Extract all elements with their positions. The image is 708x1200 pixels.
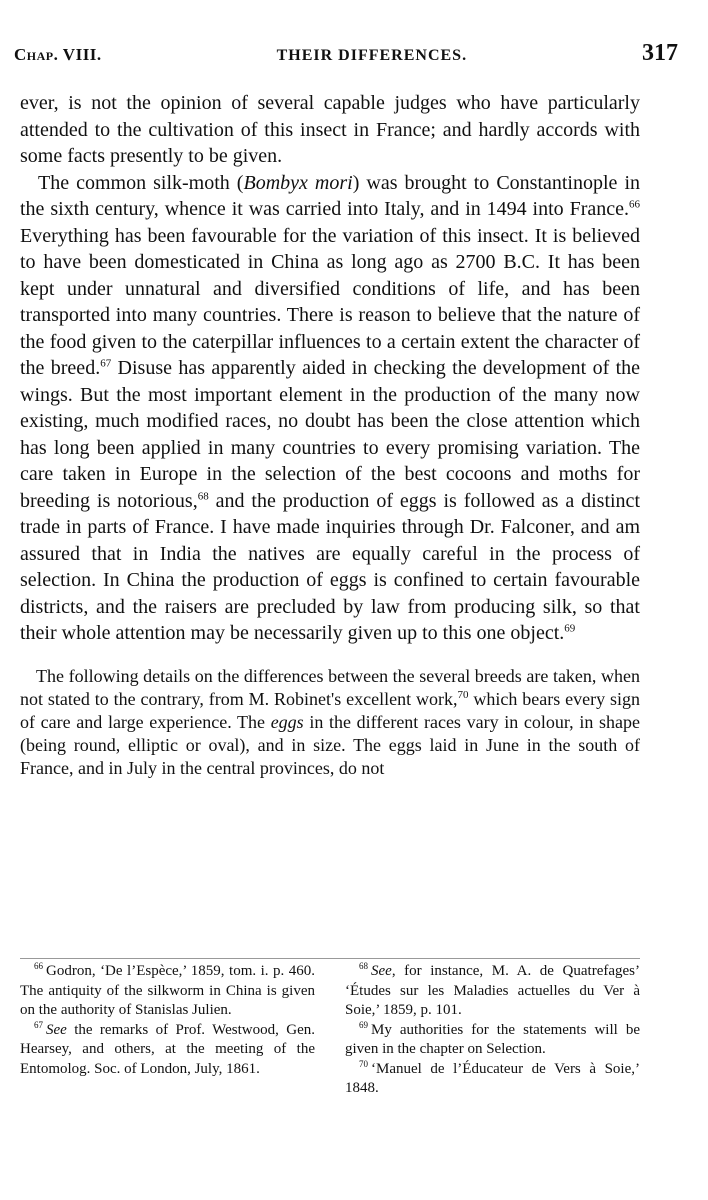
footnote-66 (20, 962, 315, 1021)
p2-species-name: Bombyx mori (243, 171, 353, 194)
footnote-70-text: ‘Manuel de l’Éducateur de Vers à Soie,’ 1848. (345, 1060, 640, 1096)
p3-text-c: in the different races vary in colour, in shape (being round, elliptic or oval), and in size. The eggs laid in June in the south of France, and in July in the central provinces, do not (20, 711, 640, 778)
footnote-67-number: 67 (34, 1019, 43, 1030)
paragraph-3 (20, 665, 640, 780)
p3-text-a: The following details on the differences between the several breeds are taken, when not stated to the contrary, from M. Robinet's excellent work, (20, 665, 640, 709)
footnotes (20, 962, 640, 1099)
footnote-ref-68: 68 (197, 489, 209, 502)
footnote-column-left (20, 962, 315, 1099)
footnote-ref-69: 69 (564, 622, 576, 635)
footnote-69 (345, 1021, 640, 1060)
footnote-69-text: My authorities for the statements will be given in the chapter on Selection. (345, 1021, 640, 1057)
running-head (14, 40, 678, 72)
paragraph-2 (20, 170, 640, 647)
footnote-divider (20, 958, 640, 959)
footnote-69-number: 69 (359, 1019, 368, 1030)
p3-text-b: which bears every sign of care and large experience. The (20, 688, 640, 732)
footnote-68-number: 68 (359, 961, 368, 971)
p2-text-e: and the production of eggs is followed as a distinct trade in parts of France. I have made inquiries through Dr. Falconer, and am assured that in India the natives are equally careful in the process of selection. In China the production of eggs is confined to certain favourable districts, and the raisers are precluded by law from producing silk, so that their whole attention may be necessarily given up to this one object. (20, 489, 640, 644)
body-text (20, 90, 640, 780)
footnote-66-text: Godron, ‘De l’Espèce,’ 1859, tom. i. p. 460. The antiquity of the silkworm in China is given on the authority of Stanislas Julien. (20, 963, 315, 1018)
footnote-ref-66: 66 (629, 198, 640, 211)
footnote-68 (345, 962, 640, 1021)
footnote-ref-67: 67 (100, 357, 112, 370)
footnote-67-text: the remarks of Prof. Westwood, Gen. Hearsey, and others, at the meeting of the Entomolog. Soc. of London, July, 1861. (20, 1021, 315, 1077)
footnote-column-right (345, 962, 640, 1099)
p2-text-d: Disuse has apparently aided in checking the development of the wings. But the most important element in the production of the many now existing, much modified races, no doubt has been the close attention which has long been applied in many countries to every promising variation. The care taken in Europe in the selection of the best cocoons and moths for breeding is notorious, (20, 357, 641, 512)
footnote-66-number: 66 (34, 961, 43, 971)
footnote-ref-70: 70 (457, 688, 469, 701)
chapter-label: Chap. VIII. (14, 45, 102, 64)
paragraph-1-text: ever, is not the opinion of several capable judges who have particularly attended to the cultivation of this insect in France; and hardly accords with some facts presently to be given. (20, 92, 640, 167)
footnote-70 (345, 1060, 640, 1099)
p3-italic-eggs: eggs (270, 711, 304, 732)
footnote-70-number: 70 (359, 1058, 368, 1069)
footnote-67 (20, 1021, 315, 1080)
footnote-68-text: , for instance, M. A. de Quatrefages’ ‘Études sur les Maladies actuelles du Ver à Soie,’ 1859, p. 101. (345, 963, 640, 1018)
page-number: 317 (641, 40, 678, 66)
footnote-67-see: See (46, 1021, 67, 1038)
p2-text-c: Everything has been favourable for the variation of this insect. It is believed to have been domesticated in China as long ago as 2700 B.C. It has been kept under unnatural and diversified conditions of life, and has been transported into many countries. There is reason to believe that the nature of the food given to the caterpillar influences to a certain extent the character of the breed. (20, 224, 640, 379)
paragraph-1 (20, 90, 640, 170)
p2-text-b: ) was brought to Constantinople in the sixth century, whence it was carried into Italy, and in 1494 into France. (20, 171, 640, 220)
running-title: THEIR DIFFERENCES. (276, 47, 468, 64)
p2-text-a: The common silk-moth ( (38, 171, 244, 194)
footnote-68-see: See (371, 963, 392, 979)
